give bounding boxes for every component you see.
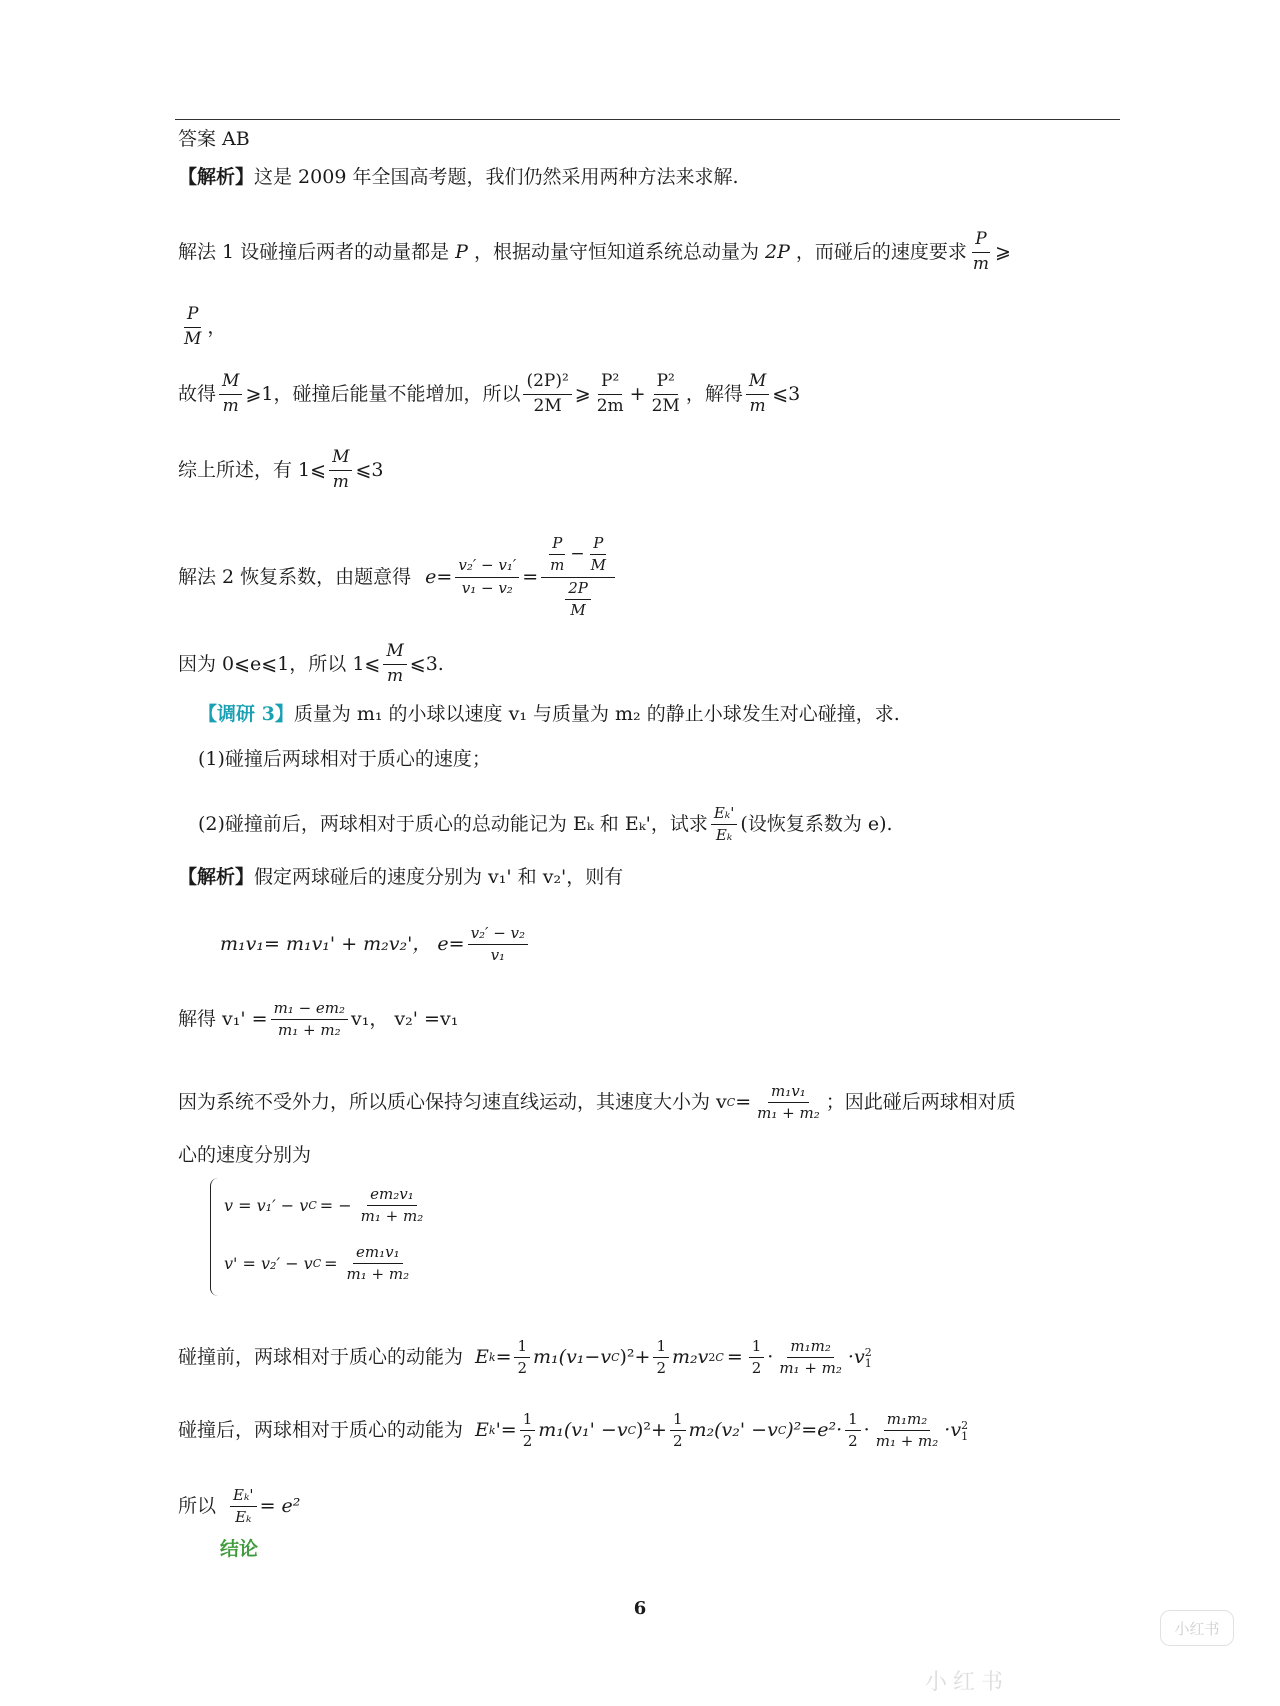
method1-text-b: ，根据动量守恒知道系统总动量为 bbox=[473, 240, 759, 263]
frac-num: m₁v₁ bbox=[768, 1083, 809, 1103]
fraction-M-over-m-4 bbox=[383, 642, 406, 686]
method2-line bbox=[178, 535, 618, 619]
because-line bbox=[178, 642, 444, 686]
term1-sub: C bbox=[627, 1424, 637, 1438]
solve-text-a: 解得 v₁' = bbox=[178, 1008, 268, 1031]
vc-continued bbox=[178, 1146, 311, 1165]
frac-num: 1 bbox=[845, 1411, 861, 1431]
survey3-label: 【调研 3】 bbox=[198, 703, 294, 725]
frac-num: M bbox=[329, 448, 352, 471]
term1-sub: C bbox=[611, 1351, 620, 1365]
frac-den: 2M bbox=[533, 395, 562, 416]
ek-sub: k bbox=[488, 1424, 496, 1438]
row2-fraction bbox=[344, 1244, 413, 1284]
answer-text: 答案 AB bbox=[178, 128, 250, 150]
frac-num: P bbox=[590, 535, 606, 555]
frac-den: v₁ bbox=[490, 946, 506, 965]
tail-scripts bbox=[865, 1347, 872, 1369]
analysis-text: 这是 2009 年全国高考题，我们仍然采用两种方法来求解. bbox=[254, 166, 739, 188]
frac-num: Eₖ' bbox=[711, 805, 738, 825]
fraction-M-over-m-3 bbox=[329, 448, 352, 492]
row1-fraction bbox=[358, 1186, 427, 1226]
line2-text-a: 故得 bbox=[178, 382, 217, 405]
frac-num: 1 bbox=[653, 1338, 669, 1358]
frac-den: m₁ + m₂ bbox=[346, 1265, 410, 1284]
frac-den: 2 bbox=[517, 1359, 528, 1378]
half-fraction-3 bbox=[845, 1411, 861, 1451]
q2-text-b: (设恢复系数为 e). bbox=[740, 813, 893, 836]
frac-den: M bbox=[184, 328, 202, 349]
ek-after-line bbox=[178, 1411, 968, 1451]
ek-eq: '= bbox=[495, 1419, 517, 1442]
frac-den: m bbox=[332, 471, 349, 492]
velocity-system bbox=[210, 1178, 430, 1298]
frac-num: m₁ − em₂ bbox=[271, 1000, 348, 1020]
fraction-M-over-m bbox=[219, 372, 242, 416]
ek-sub: k bbox=[488, 1351, 496, 1365]
because-text-a: 因为 0⩽e⩽1，所以 1⩽ bbox=[178, 652, 381, 675]
solve-line bbox=[178, 1000, 458, 1040]
row1-eq: = − bbox=[319, 1196, 352, 1216]
fraction-ek-ratio bbox=[711, 805, 738, 845]
comma: ， bbox=[207, 315, 227, 338]
reduced-mass-fraction bbox=[776, 1338, 845, 1378]
frac-den: 2m bbox=[596, 395, 624, 416]
tail: ·v bbox=[847, 1346, 865, 1369]
frac-den: 2 bbox=[848, 1432, 858, 1451]
header-rule bbox=[175, 119, 1120, 120]
frac-den: m bbox=[749, 395, 766, 416]
q2-text-a: (2)碰撞前后，两球相对于质心的总动能记为 Eₖ 和 Eₖ'，试求 bbox=[198, 813, 708, 836]
frac-den: m₁ + m₂ bbox=[757, 1104, 820, 1123]
page-number: 6 bbox=[633, 1598, 647, 1619]
half-fraction bbox=[514, 1338, 530, 1378]
fraction-vc bbox=[754, 1083, 823, 1123]
frac-num: (2P)² bbox=[523, 372, 571, 395]
solve-text-b: v₁， v₂' =v₁ bbox=[351, 1008, 459, 1031]
term1-end: )²+ bbox=[636, 1419, 667, 1442]
frac-den: M bbox=[590, 556, 606, 575]
system-row-2 bbox=[224, 1244, 415, 1284]
frac-den: Eₖ bbox=[235, 1508, 252, 1527]
result-line bbox=[178, 1487, 300, 1527]
frac-num: P bbox=[972, 230, 989, 253]
method1-continued bbox=[178, 305, 226, 349]
frac-den: M bbox=[570, 600, 586, 619]
analysis-intro bbox=[178, 168, 739, 187]
line2-text-b: ⩾1，碰撞后能量不能增加，所以 bbox=[245, 382, 521, 405]
frac-den: m bbox=[550, 556, 565, 575]
fraction-p2-2M bbox=[649, 372, 683, 416]
frac-den: 2 bbox=[751, 1359, 762, 1378]
tail-scripts bbox=[961, 1420, 968, 1442]
leq3: ⩽3 bbox=[772, 382, 801, 405]
frac-num: 2P bbox=[565, 580, 591, 600]
half-fraction-2 bbox=[653, 1338, 669, 1378]
summary-text-a: 综上所述，有 1⩽ bbox=[178, 458, 327, 481]
ek-eq: = bbox=[495, 1346, 512, 1369]
frac-den: v₁ − v₂ bbox=[461, 578, 513, 597]
fraction-M-over-m-2 bbox=[746, 372, 769, 416]
frac-num: P bbox=[184, 305, 201, 328]
row2-text: v' = v₂′ − v bbox=[224, 1254, 313, 1274]
frac-num: em₁v₁ bbox=[353, 1244, 403, 1264]
term1-end: )²+ bbox=[619, 1346, 651, 1369]
e-eq: e= bbox=[425, 565, 453, 588]
term2: m₂v bbox=[672, 1346, 709, 1369]
vc-eq: = bbox=[735, 1091, 752, 1114]
frac-num: m₁m₂ bbox=[884, 1411, 930, 1431]
frac-den: 2 bbox=[672, 1432, 683, 1451]
dot: · bbox=[767, 1346, 774, 1369]
vc-line bbox=[178, 1083, 1016, 1123]
term2-end: )²=e²· bbox=[786, 1419, 843, 1442]
frac-num: Eₖ' bbox=[230, 1487, 257, 1507]
answer-line bbox=[178, 130, 250, 149]
fraction-2p-over-M-inner bbox=[565, 580, 591, 620]
method1-text-c: ，而碰后的速度要求 bbox=[795, 240, 967, 263]
tail: ·v bbox=[944, 1419, 962, 1442]
frac-den: m bbox=[387, 665, 404, 686]
method2-label: 解法 2 恢复系数，由题意得 bbox=[178, 565, 412, 588]
frac-num: M bbox=[219, 372, 242, 395]
method1-text-a: 解法 1 设碰撞后两者的动量都是 bbox=[178, 240, 450, 263]
term2: m₂(v₂' −v bbox=[688, 1419, 778, 1442]
question-1 bbox=[198, 750, 491, 769]
system-row-1 bbox=[224, 1186, 429, 1226]
ek-after-text: 碰撞后，两球相对于质心的动能为 bbox=[178, 1419, 464, 1442]
frac-num: P² bbox=[598, 372, 622, 395]
tail-sup: 2 bbox=[961, 1418, 969, 1432]
tail-sub: 1 bbox=[961, 1429, 969, 1443]
vc-text-c: 心的速度分别为 bbox=[178, 1144, 312, 1166]
frac-num: M bbox=[746, 372, 769, 395]
fraction-p2-2m bbox=[594, 372, 627, 416]
compound-num bbox=[541, 535, 615, 578]
watermark-badge: 小红书 bbox=[1160, 1610, 1234, 1646]
frac-num: P² bbox=[654, 372, 678, 395]
vc-text-a: 因为系统不受外力，所以质心保持匀速直线运动，其速度大小为 v bbox=[178, 1091, 727, 1114]
term1: m₁(v₁−v bbox=[533, 1346, 612, 1369]
fraction-p-over-M bbox=[181, 305, 204, 349]
fraction-p-over-m bbox=[970, 230, 992, 274]
term1: m₁(v₁' −v bbox=[538, 1419, 628, 1442]
frac-den: Eₖ bbox=[715, 826, 733, 845]
vc-sub: C bbox=[726, 1096, 736, 1110]
geq-symbol: ⩾ bbox=[995, 240, 1011, 263]
frac-den: 2 bbox=[656, 1359, 667, 1378]
fraction-p-over-m-inner bbox=[547, 535, 567, 575]
analysis-label: 【解析】 bbox=[178, 166, 255, 188]
question-2 bbox=[198, 805, 893, 845]
survey3-text: 质量为 m₁ 的小球以速度 v₁ 与质量为 m₂ 的静止小球发生对心碰撞，求. bbox=[293, 703, 900, 725]
symbol-p: P bbox=[455, 240, 468, 263]
term2-sub: C bbox=[777, 1424, 787, 1438]
conclusion-text: 结论 bbox=[220, 1538, 259, 1560]
tail-sub: 1 bbox=[864, 1356, 872, 1370]
fraction-v-diff bbox=[455, 557, 519, 597]
q1-text: (1)碰撞后两球相对于质心的速度； bbox=[198, 748, 491, 770]
vc-text-b: ；因此碰后两球相对质 bbox=[825, 1091, 1016, 1114]
tail-sup: 2 bbox=[864, 1345, 872, 1359]
frac-den: 2M bbox=[651, 395, 680, 416]
fraction-2p-squared bbox=[523, 372, 571, 416]
frac-num: v₂′ − v₁′ bbox=[455, 557, 519, 577]
frac-den: m₁ + m₂ bbox=[779, 1359, 842, 1378]
half-fraction-2 bbox=[670, 1411, 686, 1451]
compound-den bbox=[559, 578, 597, 620]
result-eq: = e² bbox=[259, 1495, 301, 1518]
term2-sub: C bbox=[715, 1351, 724, 1365]
momentum-equation bbox=[220, 925, 531, 965]
frac-num: M bbox=[383, 642, 406, 665]
frac-num: m₁m₂ bbox=[787, 1338, 833, 1358]
term2-sup: 2 bbox=[708, 1351, 716, 1365]
conclusion-heading bbox=[220, 1540, 258, 1559]
dot: · bbox=[863, 1419, 870, 1442]
ek-before-line bbox=[178, 1338, 872, 1378]
plus-symbol: + bbox=[629, 382, 646, 405]
row1-sub: C bbox=[308, 1199, 317, 1213]
frac-num: P bbox=[549, 535, 565, 555]
frac-num: v₂′ − v₂ bbox=[468, 925, 529, 945]
frac-num: 1 bbox=[670, 1411, 686, 1431]
frac-num: 1 bbox=[520, 1411, 536, 1431]
method1-line bbox=[178, 230, 1011, 274]
fraction-p-over-M-inner bbox=[588, 535, 609, 575]
frac-den: 2 bbox=[522, 1432, 533, 1451]
eq1-text: m₁v₁= m₁v₁' + m₂v₂'， e= bbox=[220, 933, 465, 956]
summary-line bbox=[178, 448, 384, 492]
geq-symbol: ⩾ bbox=[574, 382, 591, 405]
frac-den: m₁ + m₂ bbox=[875, 1432, 939, 1451]
frac-den: m bbox=[222, 395, 239, 416]
left-brace bbox=[210, 1178, 221, 1296]
minus-symbol: − bbox=[570, 543, 585, 564]
watermark-text: 小红书 bbox=[925, 1670, 1010, 1695]
frac-den: m₁ + m₂ bbox=[278, 1021, 341, 1040]
line2-text-c: ，解得 bbox=[685, 382, 743, 405]
frac-num: 1 bbox=[749, 1338, 765, 1358]
frac-den: m₁ + m₂ bbox=[360, 1207, 424, 1226]
ek-symbol: E bbox=[475, 1419, 489, 1442]
result-fraction bbox=[230, 1487, 257, 1527]
frac-num: 1 bbox=[514, 1338, 530, 1358]
row1-text: v = v₁′ − v bbox=[224, 1196, 309, 1216]
result-text: 所以 bbox=[178, 1495, 217, 1518]
row2-eq: = bbox=[324, 1254, 338, 1274]
survey3-line bbox=[198, 705, 900, 724]
fraction-restitution bbox=[468, 925, 529, 965]
eq-symbol: = bbox=[726, 1346, 743, 1369]
fraction-v1-prime bbox=[271, 1000, 348, 1040]
ek-before-text: 碰撞前，两球相对于质心的动能为 bbox=[178, 1346, 464, 1369]
ek-symbol: E bbox=[475, 1346, 489, 1369]
analysis2-text: 假定两球碰后的速度分别为 v₁' 和 v₂'，则有 bbox=[254, 866, 624, 888]
reduced-mass-fraction bbox=[873, 1411, 942, 1451]
analysis2-line bbox=[178, 868, 623, 887]
half-fraction-3 bbox=[749, 1338, 765, 1378]
fraction-compound bbox=[541, 535, 615, 619]
half-fraction bbox=[520, 1411, 536, 1451]
because-text-b: ⩽3. bbox=[409, 652, 444, 675]
eq-symbol: = bbox=[522, 565, 539, 588]
symbol-2p: 2P bbox=[764, 240, 790, 263]
row2-sub: C bbox=[312, 1257, 322, 1271]
frac-num: em₂v₁ bbox=[367, 1186, 417, 1206]
method1-line2 bbox=[178, 372, 800, 416]
frac-den: m bbox=[972, 253, 989, 274]
summary-text-b: ⩽3 bbox=[355, 458, 384, 481]
analysis2-label: 【解析】 bbox=[178, 866, 255, 888]
